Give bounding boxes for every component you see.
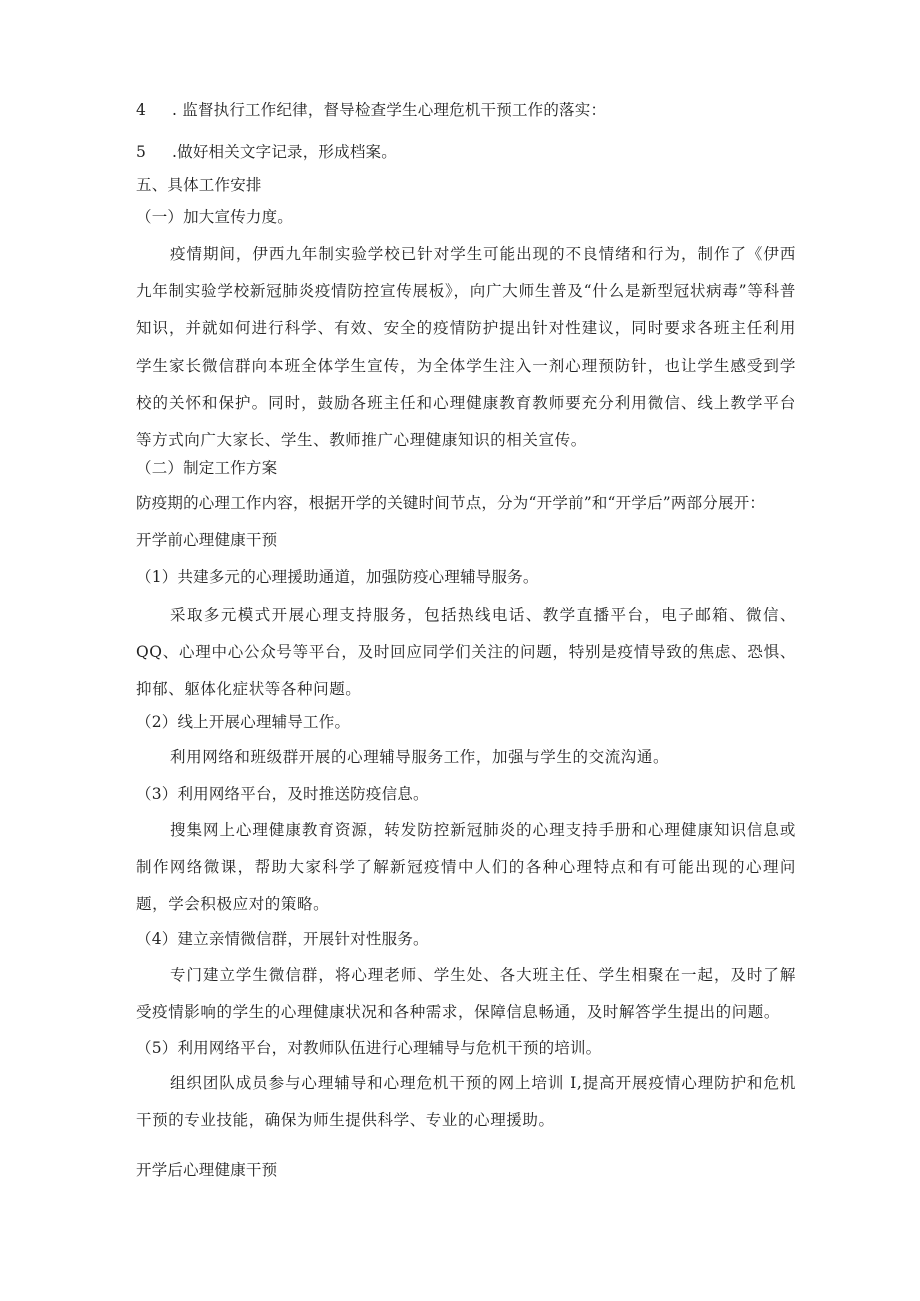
- list-item-5: [136, 142, 397, 162]
- list-item-4: [136, 100, 606, 120]
- section-heading: 五、具体工作安排: [136, 176, 262, 194]
- subsection-heading: （二）制定工作方案: [136, 459, 278, 477]
- item-heading: （2）线上开展心理辅导工作。: [136, 713, 351, 731]
- list-number: 4: [136, 101, 147, 119]
- subsection-heading: （一）加大宣传力度。: [136, 208, 294, 226]
- paragraph: 防疫期的心理工作内容，根据开学的关键时间节点，分为“开学前”和“开学后”两部分展开：: [136, 494, 766, 512]
- subheading: 开学前心理健康干预: [136, 531, 278, 549]
- item-heading: （1）共建多元的心理援助通道，加强防疫心理辅导服务。: [136, 568, 539, 586]
- paragraph: 搜集网上心理健康教育资源，转发防控新冠肺炎的心理支持手册和心理健康知识信息或制作网络微课，帮助大家科学了解新冠疫情中人们的各种心理特点和有可能出现的心理问题，学会积极应对的策略。: [136, 821, 796, 914]
- list-text: .做好相关文字记录，形成档案。: [172, 143, 397, 161]
- paragraph: 采取多元模式开展心理支持服务，包括热线电话、教学直播平台，电子邮箱、微信、QQ、心理中心公众号等平台，及时回应同学们关注的问题，特别是疫情导致的焦虑、恐惧、抑郁、躯体化症状等各种问题。: [136, 606, 796, 699]
- item-heading: （3）利用网络平台，及时推送防疫信息。: [136, 785, 429, 803]
- paragraph: 疫情期间，伊西九年制实验学校已针对学生可能出现的不良情绪和行为，制作了《伊西九年制实验学校新冠肺炎疫情防控宣传展板》，向广大师生普及“什么是新型冠状病毒”等科普知识，并就如何进行科学、有效、安全的疫情防护提出针对性建议，同时要求各班主任利用学生家长微信群向本班全体学生宣传，为全体学生注入一剂心理预防针，也让学生感受到学校的关怀和保护。同时，鼓励各班主任和心理健康教育教师要充分利用微信、线上教学平台等方式向广大家长、学生、教师推广心理健康知识的相关宣传。: [136, 245, 796, 450]
- item-heading: （5）利用网络平台，对教师队伍进行心理辅导与危机干预的培训。: [136, 1039, 602, 1057]
- paragraph: 组织团队成员参与心理辅导和心理危机干预的网上培训 I,提高开展疫情心理防护和危机干预的专业技能，确保为师生提供科学、专业的心理援助。: [136, 1074, 796, 1130]
- list-text: . 监督执行工作纪律，督导检查学生心理危机干预工作的落实：: [172, 101, 607, 119]
- item-heading: （4）建立亲情微信群，开展针对性服务。: [136, 930, 429, 948]
- subheading: 开学后心理健康干预: [136, 1161, 278, 1179]
- paragraph: 专门建立学生微信群，将心理老师、学生处、各大班主任、学生相聚在一起，及时了解受疫情影响的学生的心理健康状况和各种需求，保障信息畅通，及时解答学生提出的问题。: [136, 966, 796, 1022]
- paragraph: 利用网络和班级群开展的心理辅导服务工作，加强与学生的交流沟通。: [170, 748, 670, 766]
- list-number: 5: [136, 143, 147, 161]
